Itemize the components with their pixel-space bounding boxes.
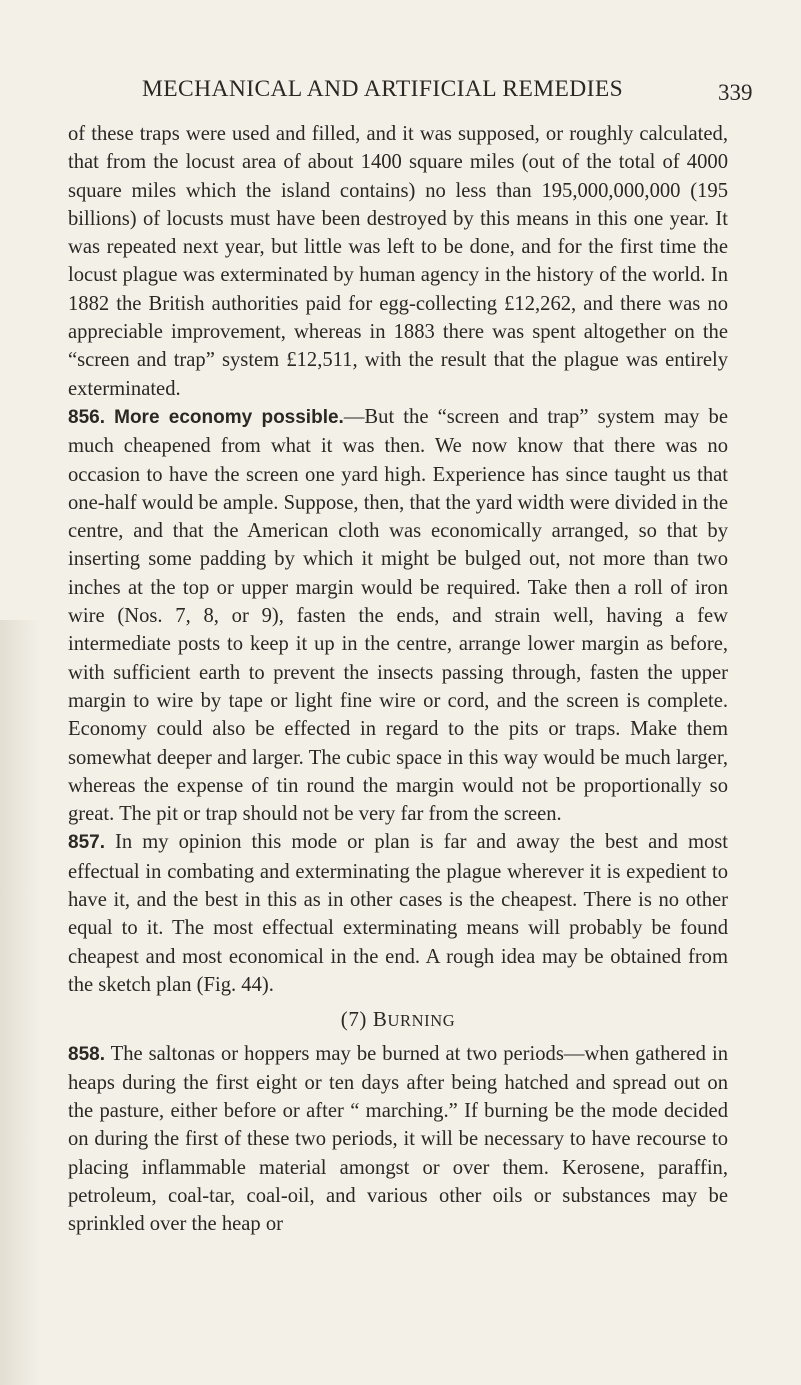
section-856 (68, 403, 728, 828)
subheading-burning (68, 1005, 728, 1035)
paragraph-continued: of these traps were used and filled, and it was supposed, or roughly calculated, that from the locust area of about 1400 square miles (out of the total of 4000 square miles which the island contains) no less than 195,000,000,000 (195 billions) of locusts must have been destroyed by this means in this one year. It was repeated next year, but little was left to be done, and for the first time the locust plague was exterminated by human agency in the history of the world. In 1882 the British authorities paid for egg-collecting £12,262, and there was no appreciable improvement, whereas in 1883 there was spent altogether on the “screen and trap” system £12,511, with the result that the plague was entirely exterminated. (68, 123, 728, 400)
section-number: 857. (68, 832, 105, 854)
section-text: The saltonas or hoppers may be burned at two periods—when gathered in heaps during the first eight or ten days after being hatched and spread out on the pasture, either before or after “ marching.” If burning be the mode decided on during the first of these two periods, it will be necessary to have recourse to placing inflammable material amongst or over them. Kerosene, paraffin, petroleum, coal-tar, coal-oil, and various other oils or substances may be sprinkled over the heap or (68, 1042, 728, 1236)
section-title: More economy possible. (114, 406, 344, 428)
section-858 (68, 1040, 728, 1239)
subheading-rest: URNING (387, 1011, 456, 1031)
subheading-lead: (7) B (340, 1007, 388, 1032)
section-text: —But the “screen and trap” system may be much cheapened from what it was then. We now know that there was no occasion to have the screen one yard high. Experience has since taught us that one-half would be ample. Suppose, then, that the yard width were divided in the centre, and that the American cloth was economically arranged, so that by inserting some padding by which it might be bulged out, not more than two inches at the top or upper margin would be required. Take then a roll of iron wire (Nos. 7, 8, or 9), fasten the ends, and strain well, having a few intermediate posts to keep it up in the centre, arrange lower margin as before, with sufficient earth to prevent the insects passing through, fasten the upper margin to wire by tape or light fine wire or cord, and the screen is complete. Economy could also be effected in regard to the pits or traps. Make them somewhat deeper and larger. The cubic space in this way would be much larger, whereas the expense of tin round the margin would not be proportionally so great. The pit or trap should not be very far from the screen. (68, 405, 728, 826)
page-edge-stain (0, 620, 40, 1385)
body-text (68, 120, 728, 1239)
page-number: 339 (718, 80, 753, 105)
section-text: In my opinion this mode or plan is far and away the best and most effectual in combating and exterminating the plague wherever it is expedient to have it, and the best in this as in other cases is the cheapest. There is no other equal to it. The most effectual exterminating means will probably be found cheapest and most economical in the end. A rough idea may be obtained from the sketch plan (Fig. 44). (68, 831, 728, 996)
section-number: 856. (68, 406, 105, 428)
running-head: MECHANICAL AND ARTIFICIAL REMEDIES (142, 76, 624, 102)
section-number: 858. (68, 1043, 105, 1065)
section-857 (68, 828, 728, 999)
